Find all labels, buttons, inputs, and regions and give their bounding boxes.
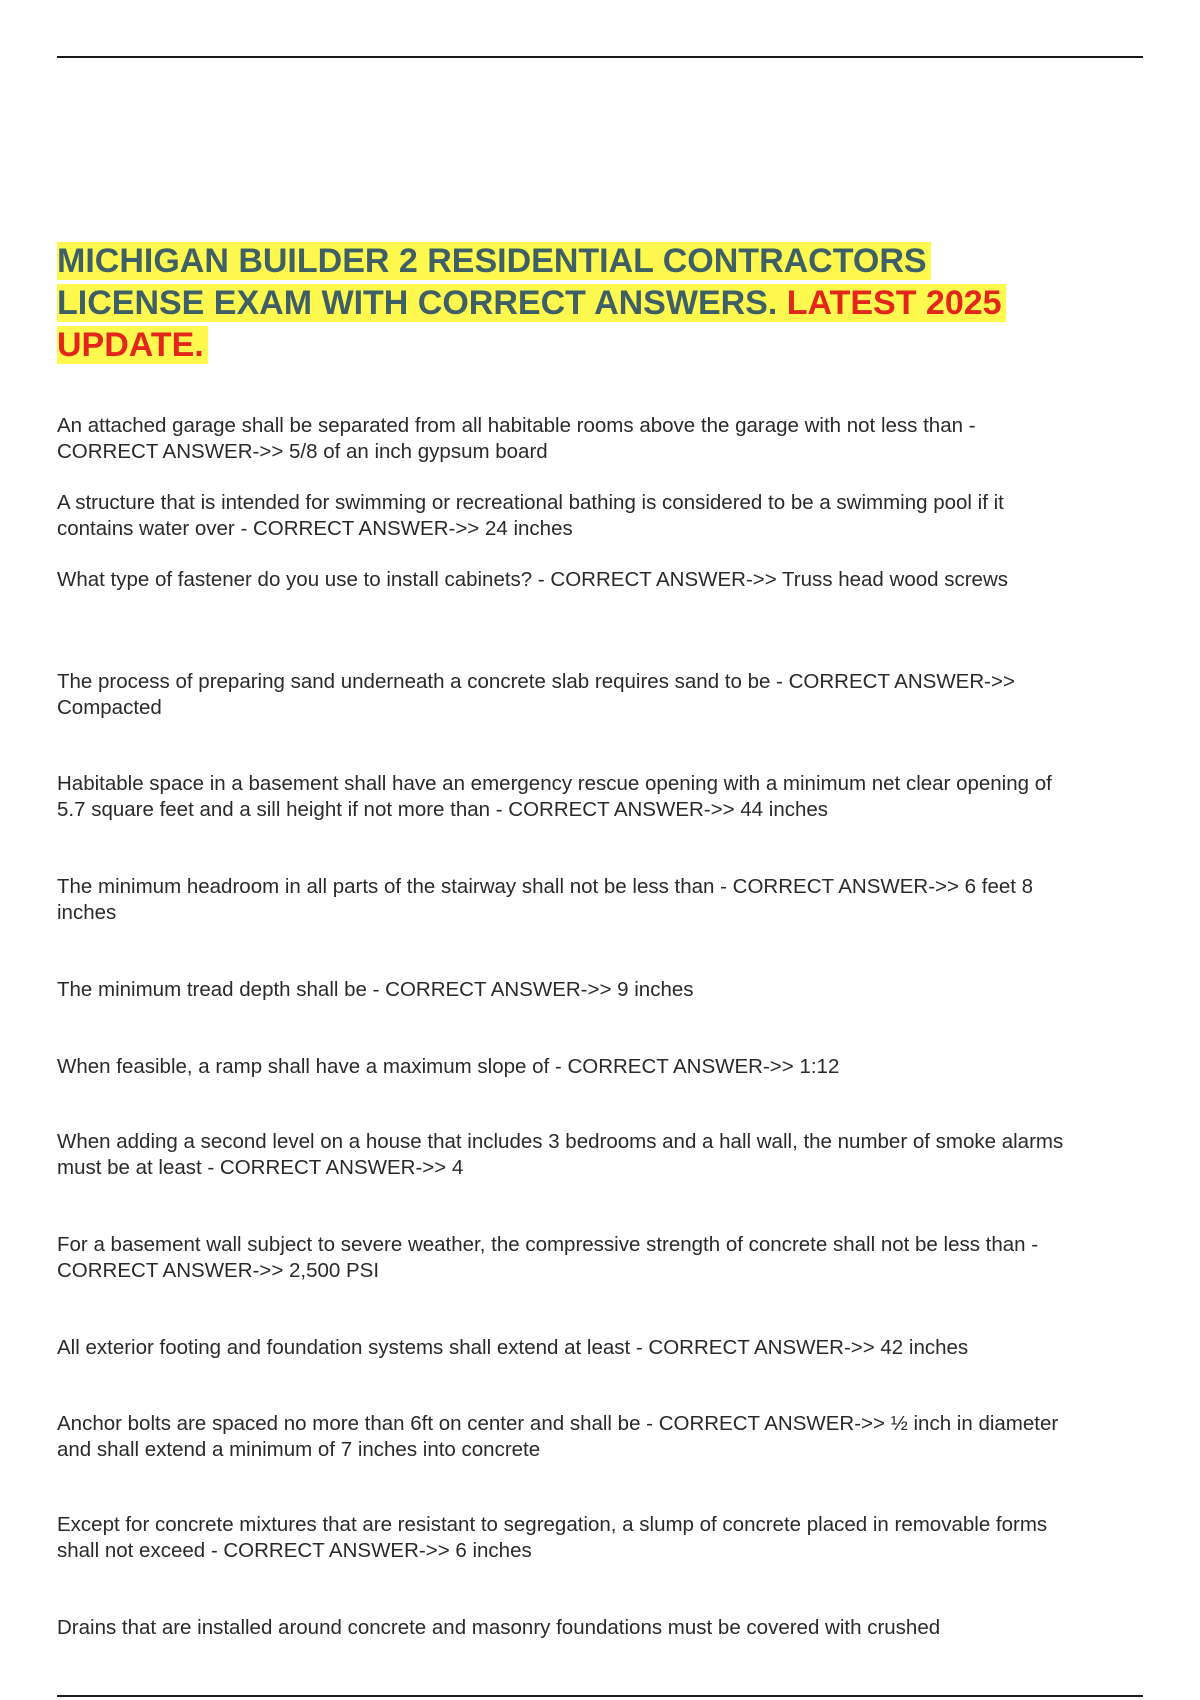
qa-item: An attached garage shall be separated from all habitable rooms above the garage with not less than - CORRECT ANSWER->> 5/8 of an inch gypsum board (57, 414, 976, 463)
qa-item: Anchor bolts are spaced no more than 6ft on center and shall be - CORRECT ANSWER->> ½ inch in diameter and shall extend a minimum of 7 inches into concrete (57, 1412, 1059, 1461)
qa-item: The process of preparing sand underneath a concrete slab requires sand to be - CORRECT ANSWER->> Compacted (57, 670, 1015, 719)
qa-item: Except for concrete mixtures that are resistant to segregation, a slump of concrete placed in removable forms shall not exceed - CORRECT ANSWER->> 6 inches (57, 1513, 1048, 1562)
qa-item: Habitable space in a basement shall have an emergency rescue opening with a minimum net clear opening of 5.7 square feet and a sill height if not more than - CORRECT ANSWER->> 44 inches (57, 772, 1052, 821)
qa-item: For a basement wall subject to severe weather, the compressive strength of concrete shall not be less than - CORRECT ANSWER->> 2,500 PSI (57, 1233, 1039, 1282)
qa-item: What type of fastener do you use to install cabinets? - CORRECT ANSWER->> Truss head wood screws (57, 568, 1009, 591)
qa-item: The minimum tread depth shall be - CORRECT ANSWER->> 9 inches (57, 978, 694, 1001)
qa-item: All exterior footing and foundation systems shall extend at least - CORRECT ANSWER->> 42 inches (57, 1336, 969, 1359)
bottom-rule (57, 1695, 1143, 1697)
qa-item: When feasible, a ramp shall have a maximum slope of - CORRECT ANSWER->> 1:12 (57, 1055, 840, 1078)
document-title (57, 240, 1077, 366)
title-update-highlight: LATEST 2025 UPDATE. (57, 284, 1002, 364)
qa-item: When adding a second level on a house that includes 3 bedrooms and a hall wall, the number of smoke alarms must be at least - CORRECT ANSWER->> 4 (57, 1130, 1064, 1179)
qa-item: Drains that are installed around concrete and masonry foundations must be covered with crushed (57, 1616, 941, 1639)
qa-item: The minimum headroom in all parts of the stairway shall not be less than - CORRECT ANSWER->> 6 feet 8 inches (57, 875, 1034, 924)
top-rule (57, 56, 1143, 58)
title-main: MICHIGAN BUILDER 2 RESIDENTIAL CONTRACTORS LICENSE EXAM WITH CORRECT ANSWERS. (57, 242, 927, 322)
qa-item: A structure that is intended for swimming or recreational bathing is considered to be a swimming pool if it contains water over - CORRECT ANSWER->> 24 inches (57, 491, 1004, 540)
